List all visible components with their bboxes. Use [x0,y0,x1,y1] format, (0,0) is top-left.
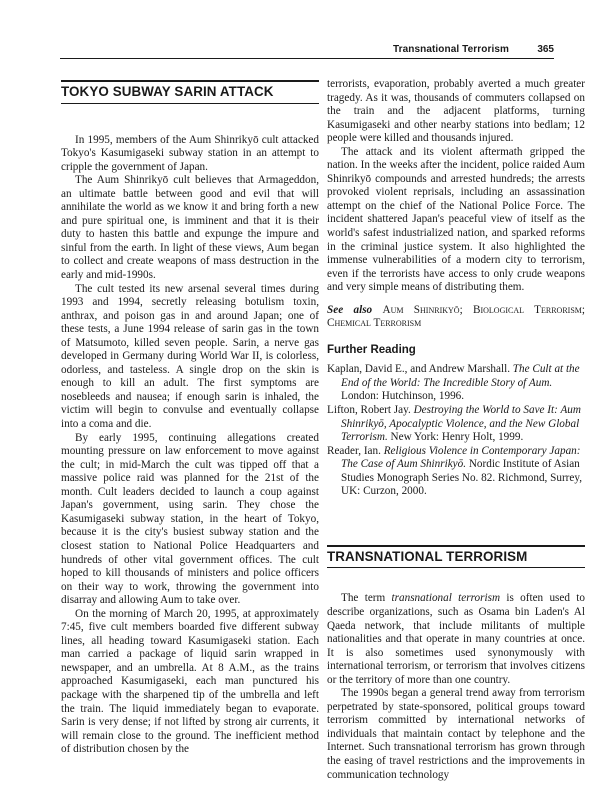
body-paragraph: By early 1995, continuing allegations created mounting pressure on law enforcement to move against the cult; in mid-March the cult was tipped off that a massive police raid was planned for the 21st of the month. Cult leaders decided to launch a coup against Japan's government, using sarin. They chose the Kasumigaseki subway station, in the heart of Tokyo, because it is the city's busiest subway station and the closest station to National Police Headquarters and hundreds of other vital government offices. The cult hoped to kill thousands of ministers and police officers on their way to work, throwing the government into disarray and allowing Aum to take over. [61,431,319,607]
section-title-transnational: TRANSNATIONAL TERRORISM [327,545,585,569]
ref-author: Reader, Ian. [327,444,381,457]
ref-title: The Cult at the End of the World: The Incredible Story of Aum. [341,363,580,389]
right-column [327,78,585,782]
ref-title: Destroying the World to Save It: Aum Shinrikyō, Apocalyptic Violence, and the New Global Terrorism. [341,404,581,444]
further-reading-heading: Further Reading [327,343,416,356]
body-paragraph: The attack and its violent aftermath gripped the nation. In the weeks after the incident, police raided Aum Shinrikyō compounds and arrested hundreds; the arrests provoked violent reprisals, including an assassination attempt on the chief of the National Police Force. The incident shattered Japan's peaceful view of itself as the world's safest industrialized nation, and sparked reforms in the criminal justice system. It also highlighted the immense vulnerabilities of a modern city to terrorism, even if the terrorists have access to only crude weapons and very simple means of distributing them. [327,145,585,294]
body-paragraph: The 1990s began a general trend away from terrorism perpetrated by state-sponsored, political groups toward terrorism committed by international networks of individuals that maintain contact by telephone and the Internet. Such transnational terrorism has grown through the easing of travel restrictions and the improvements in communication technology [327,687,585,781]
body-paragraph: The Aum Shinrikyō cult believes that Armageddon, an ultimate battle between good and evil that will annihilate the world as we know it and bring forth a new and pure spiritual one, is imminent and that it is their duty to hasten this battle and expunge the impure and sinful from the earth. In light of these views, Aum began to collect and create weapons of mass destruction in the early and mid-1990s. [61,174,319,282]
ref-title: Religious Violence in Contemporary Japan: The Case of Aum Shinrikyō. [341,444,581,471]
ref-publisher: London: Hutchinson, 1996. [341,390,465,403]
reference-item [327,363,585,404]
header-rule [60,58,554,59]
text-run: The term [341,592,392,605]
running-header [60,41,554,61]
section-title-tokyo-subway: TOKYO SUBWAY SARIN ATTACK [61,80,319,104]
left-column [61,78,319,757]
running-title: Transnational Terrorism [392,44,509,55]
transnational-section [327,545,585,782]
body-paragraph: The cult tested its new arsenal several times during 1993 and 1994, secretly releasing botulism toxin, anthrax, and poison gas in and around Japan; one of these tests, a June 1994 release of sarin gas in the town of Matsumoto, killed seven people. Sarin, a nerve gas developed in Germany during World War II, is colorless, odorless, and tasteless. A single drop on the skin is enough to kill an adult. The first symptoms are nosebleeds and nausea; if enough sarin is inhaled, the victim will begin to convulse and eventually collapse into a coma and die. [61,282,319,431]
see-also [327,304,585,331]
ref-author: Kaplan, David E., and Andrew Marshall. [327,363,510,376]
ref-publisher: New York: Henry Holt, 1999. [390,431,524,444]
body-paragraph: On the morning of March 20, 1995, at approximately 7:45, five cult members boarded five different subway lines, all heading toward Kasumigaseki station. Each man carried a package of liquid sarin wrapped in newspaper, and an umbrella. At 8 A.M., as the trains approached Kasumigaseki, each man punctured his package with the sharpened tip of the umbrella and left the train. The liquid immediately began to evaporate. Sarin is very dense; if not lifted by strong air currents, it will remain close to the ground. The inefficient method of distribution chosen by the [61,607,319,756]
reference-item [327,445,585,499]
page-number: 365 [537,44,554,55]
term-italic: transnational terrorism [391,592,501,605]
ref-author: Lifton, Robert Jay. [327,404,411,417]
body-paragraph: terrorists, evaporation, probably averted a much greater tragedy. As it was, thousands of commuters collapsed on the train and the adjacent platforms, turning Kasumigaseki and other nearby stations into bedlam; 12 people were killed and thousands injured. [327,78,585,145]
ref-publisher: Nordic Institute of Asian Studies Monograph Series No. 82. Richmond, Surrey, UK: Curzon, 2000. [341,458,583,498]
see-also-label: See also [327,303,373,316]
see-also-entries: Aum Shinrikyō; Biological Terrorism; Chemical Terrorism [327,303,585,330]
body-paragraph [327,592,585,687]
body-paragraph: In 1995, members of the Aum Shinrikyō cult attacked Tokyo's Kasumigaseki subway station in an attempt to cripple the government of Japan. [61,133,319,173]
text-run: is often used to describe organizations, such as Osama bin Laden's Al Qaeda network, that include militants of multiple nationalities and that operate in many countries at once. It is also sometimes used synonymously with international terrorism, or terrorism that involves citizens or the territory of more than one country. [327,592,585,686]
reference-item [327,404,585,445]
